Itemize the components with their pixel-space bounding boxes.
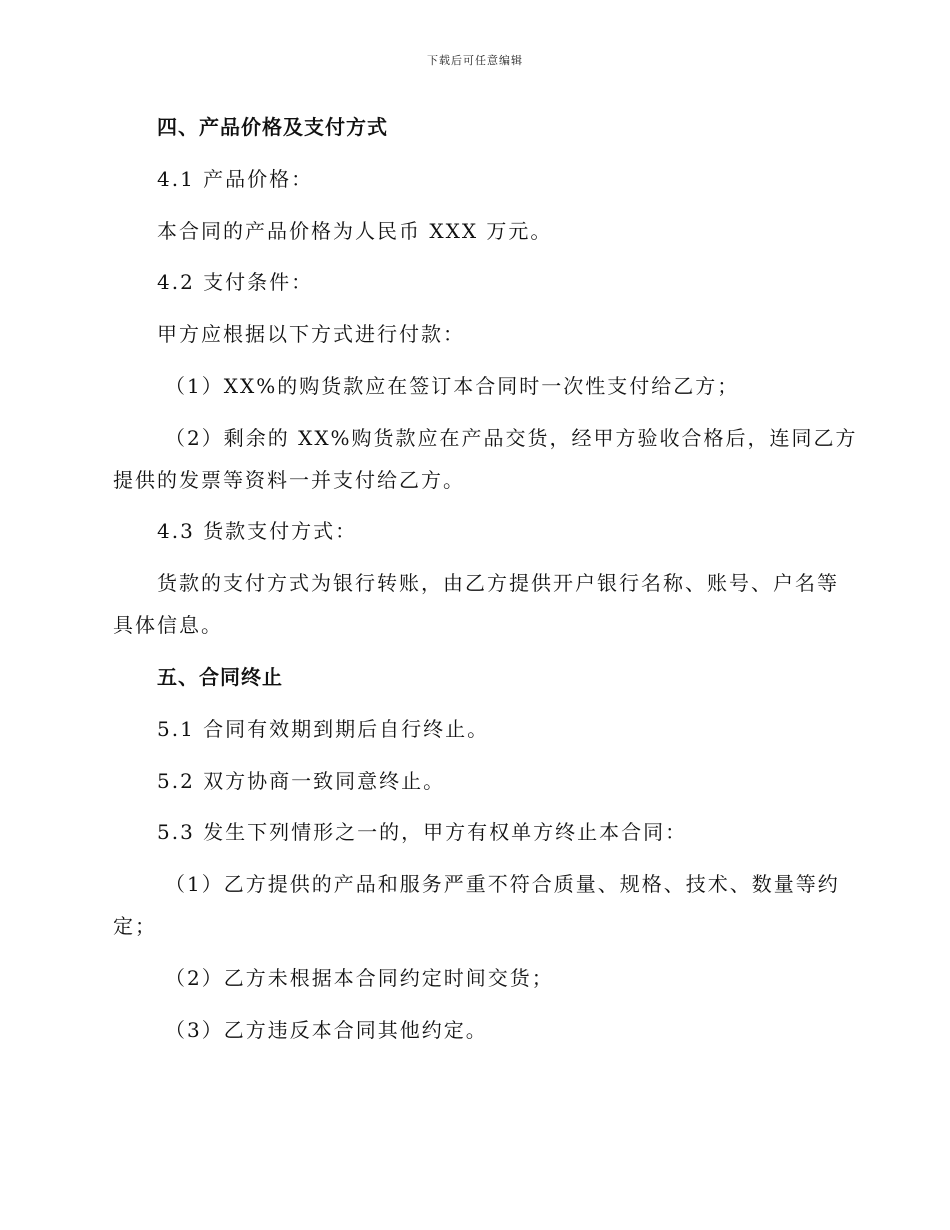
clause-4-3-text-line-2: 具体信息。: [113, 613, 223, 637]
section-5-heading: 五、合同终止: [157, 665, 283, 689]
clause-4-2-title: 4.2 支付条件：: [157, 270, 314, 294]
clause-5-3-item-2: （2）乙方未根据本合同约定时间交货；: [165, 966, 554, 990]
clause-5-2: 5.2 双方协商一致同意终止。: [157, 769, 446, 793]
clause-5-3-item-1-line-2: 定；: [113, 914, 157, 938]
section-4-heading: 四、产品价格及支付方式: [157, 115, 388, 139]
clause-4-2-item-2-line-2: 提供的发票等资料一并支付给乙方。: [113, 468, 465, 492]
clause-4-1-title: 4.1 产品价格：: [157, 167, 314, 191]
page-header: 下载后可任意编辑: [427, 54, 523, 67]
clause-4-3-title: 4.3 货款支付方式：: [157, 519, 358, 543]
clause-4-3-text-line-1: 货款的支付方式为银行转账，由乙方提供开户银行名称、账号、户名等: [157, 571, 839, 595]
clause-5-1: 5.1 合同有效期到期后自行终止。: [157, 717, 490, 741]
clause-4-2-item-1: （1）XX%的购货款应在签订本合同时一次性支付给乙方；: [165, 374, 740, 398]
clause-4-1-text: 本合同的产品价格为人民币 XXX 万元。: [157, 219, 553, 243]
clause-4-2-intro: 甲方应根据以下方式进行付款：: [157, 322, 465, 346]
clause-4-2-item-2-line-1: （2）剩余的 XX%购货款应在产品交货，经甲方验收合格后，连同乙方: [165, 426, 858, 450]
clause-5-3: 5.3 发生下列情形之一的，甲方有权单方终止本合同：: [157, 820, 688, 844]
clause-5-3-item-3: （3）乙方违反本合同其他约定。: [165, 1018, 488, 1042]
clause-5-3-item-1-line-1: （1）乙方提供的产品和服务严重不符合质量、规格、技术、数量等约: [165, 872, 840, 896]
